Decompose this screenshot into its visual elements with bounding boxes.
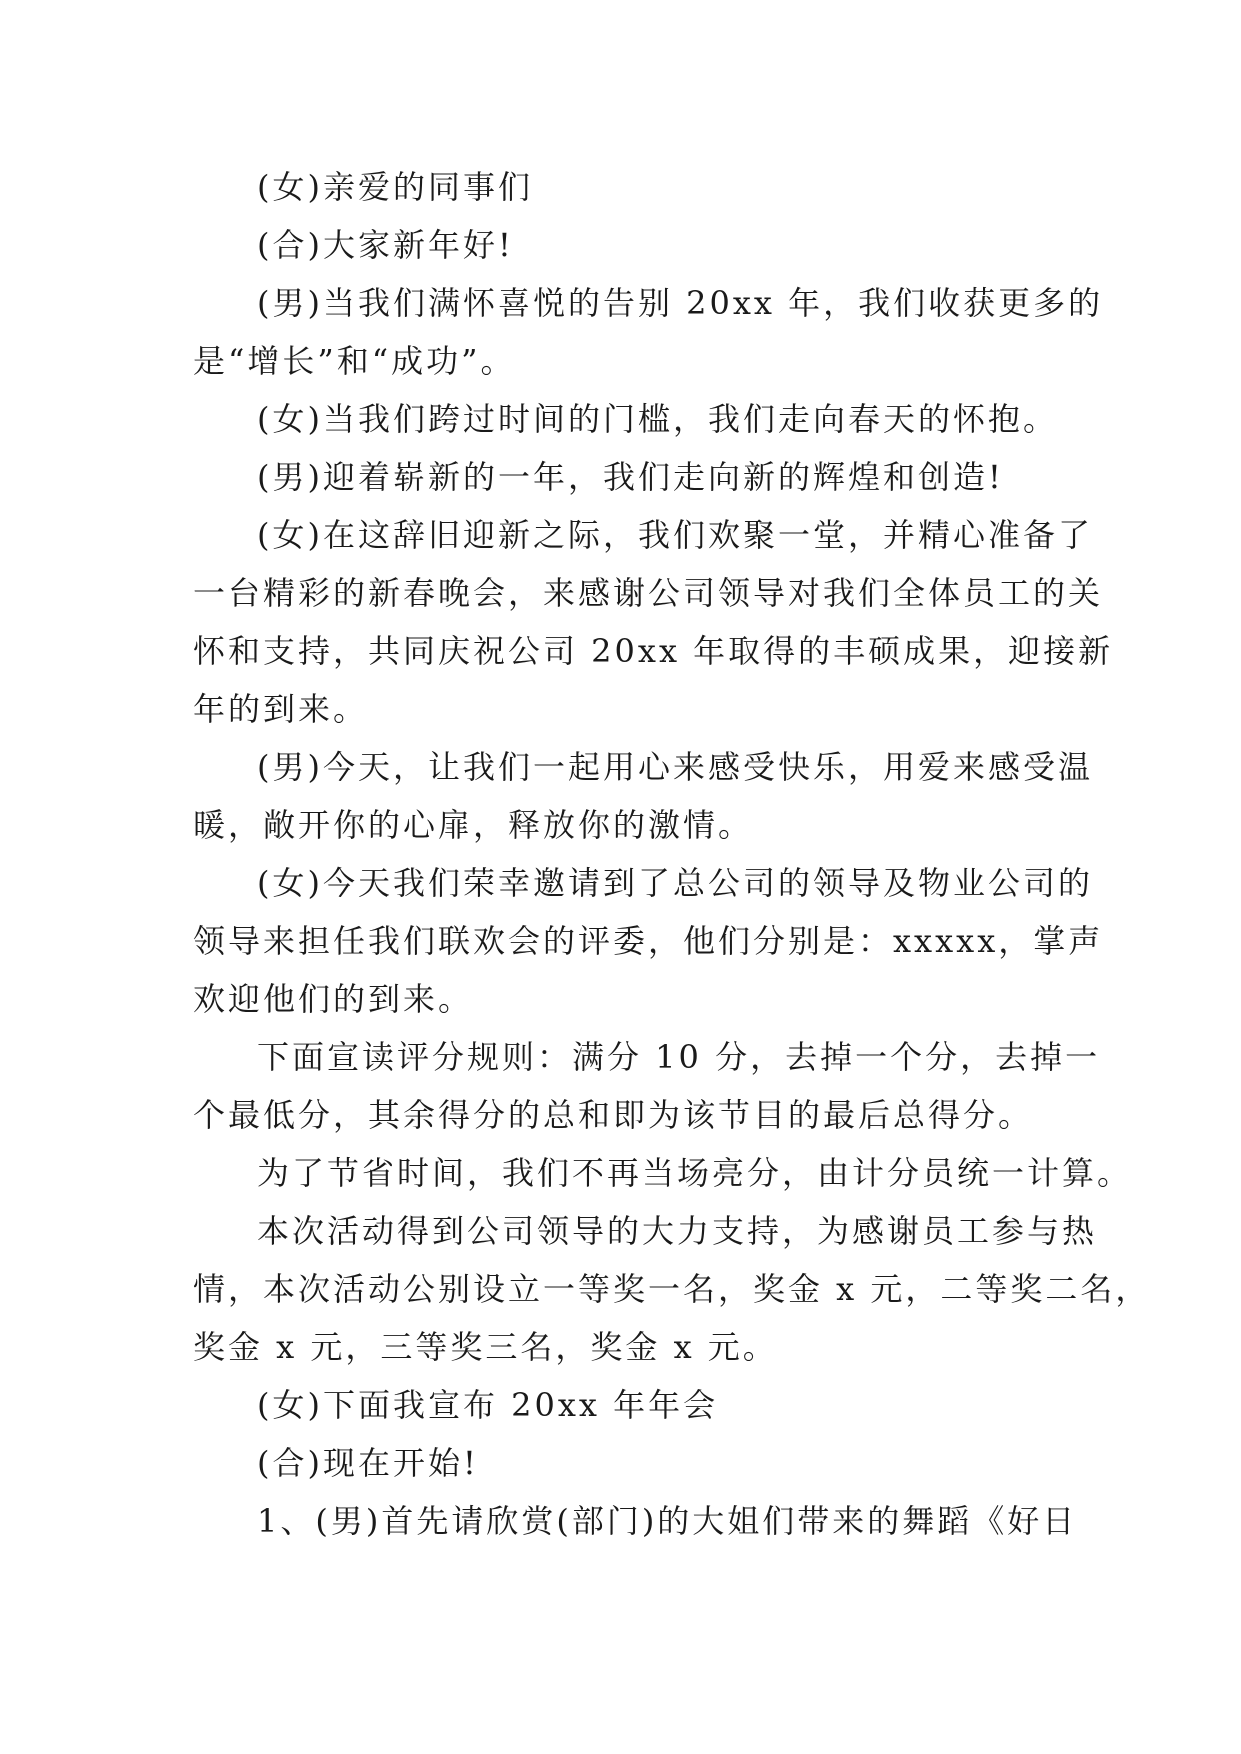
text-line: 怀和支持，共同庆祝公司 20xx 年取得的丰硕成果，迎接新 [193, 632, 1114, 670]
text-line: 欢迎他们的到来。 [193, 980, 474, 1018]
text-line: 个最低分，其余得分的总和即为该节目的最后总得分。 [193, 1096, 1034, 1134]
text-line: (男)今天，让我们一起用心来感受快乐，用爱来感受温 [257, 748, 1093, 786]
text-line: 为了节省时间，我们不再当场亮分，由计分员统一计算。 [257, 1154, 1133, 1192]
text-line: (合)现在开始! [257, 1444, 479, 1482]
text-line: 是“增长”和“成功”。 [193, 342, 516, 380]
text-line: 奖金 x 元，三等奖三名，奖金 x 元。 [193, 1328, 778, 1366]
text-line: (女)当我们跨过时间的门槛，我们走向春天的怀抱。 [257, 400, 1058, 438]
text-line: (女)今天我们荣幸邀请到了总公司的领导及物业公司的 [257, 864, 1093, 902]
text-line: 1、(男)首先请欣赏(部门)的大姐们带来的舞蹈《好日 [257, 1502, 1078, 1540]
text-line: (男)迎着崭新的一年，我们走向新的辉煌和创造! [257, 458, 1004, 496]
text-line: (女)在这辞旧迎新之际，我们欢聚一堂，并精心准备了 [257, 516, 1093, 554]
text-line: 年的到来。 [193, 690, 369, 728]
text-line: (男)当我们满怀喜悦的告别 20xx 年，我们收获更多的 [257, 284, 1104, 322]
text-line: 本次活动得到公司领导的大力支持，为感谢员工参与热 [257, 1212, 1098, 1250]
document-body [193, 158, 1151, 1550]
text-line: (女)下面我宣布 20xx 年年会 [257, 1386, 719, 1424]
text-line: 情，本次活动公别设立一等奖一名，奖金 x 元，二等奖二名， [193, 1270, 1151, 1308]
text-line: 暖，敞开你的心扉，释放你的激情。 [193, 806, 754, 844]
text-line: (合)大家新年好! [257, 226, 514, 264]
text-line: 领导来担任我们联欢会的评委，他们分别是：xxxxx，掌声 [193, 922, 1104, 960]
text-line: 一台精彩的新春晚会，来感谢公司领导对我们全体员工的关 [193, 574, 1104, 612]
text-line: (女)亲爱的同事们 [257, 168, 533, 206]
text-line: 下面宣读评分规则：满分 10 分，去掉一个分，去掉一 [257, 1038, 1101, 1076]
